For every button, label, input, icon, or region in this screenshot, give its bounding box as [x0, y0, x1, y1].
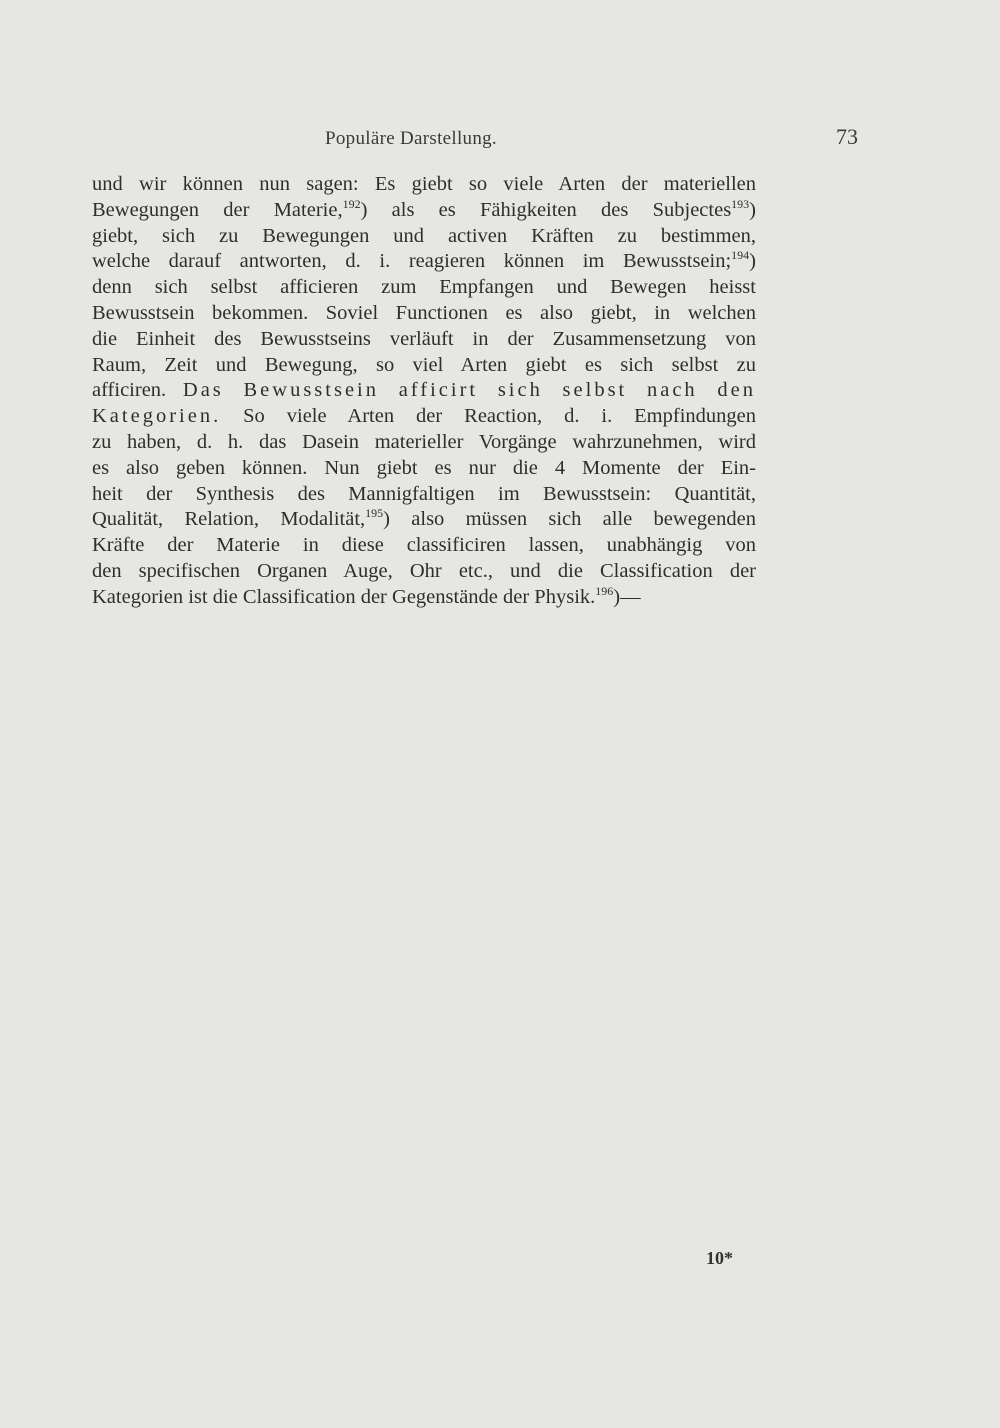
footnote-ref: 195	[365, 506, 384, 521]
text-line: Bewegungen der Materie,$^{192}$) als es Fähigkeiten des Subjectes$^{193}$)	[92, 196, 756, 221]
text-line: Kategorien ist die Classification der Gegenstände der Physik.$^{196}$)—	[92, 583, 641, 608]
text-line: Raum, Zeit und Bewegung, so viel Arten giebt es sich selbst zu	[92, 353, 756, 376]
emphasis-text: Das Bewusstsein afficirt sich selbst nach den	[182, 379, 756, 402]
text-line: Bewusstsein bekommen. Soviel Functionen es also giebt, in welchen	[92, 301, 756, 324]
text-line: Kategorien. So viele Arten der Reaction, d. i. Empfindungen	[92, 405, 756, 428]
text-line: und wir können nun sagen: Es giebt so viele Arten der materiellen	[92, 173, 756, 195]
running-title: Populäre Darstellung.	[325, 128, 497, 149]
body-paragraph	[92, 172, 756, 611]
text-line: afficiren. Das Bewusstsein afficirt sich selbst nach den	[92, 379, 756, 402]
text-line: welche darauf antworten, d. i. reagieren können im Bewusstsein;$^{194}$)	[92, 248, 756, 273]
emphasis-text: Kategorien.	[92, 405, 222, 428]
sheet-signature: 10*	[706, 1248, 733, 1268]
footnote-ref: 194	[731, 248, 750, 263]
text-line: zu haben, d. h. das Dasein materieller Vorgänge wahrzunehmen, wird	[92, 430, 756, 453]
text-line: Qualität, Relation, Modalität,$^{195}$) also müssen sich alle bewegenden	[92, 506, 756, 531]
text-line: denn sich selbst afficieren zum Empfangen und Bewegen heisst	[92, 276, 756, 299]
footnote-ref: 192	[342, 196, 361, 211]
text-line: heit der Synthesis des Mannigfaltigen im Bewusstsein: Quantität,	[92, 482, 756, 505]
footnote-ref: 193	[731, 196, 750, 211]
text-line: den specifischen Organen Auge, Ohr etc., und die Classification der	[92, 559, 756, 582]
text-line: die Einheit des Bewusstseins verläuft in der Zusammensetzung von	[92, 327, 756, 350]
text-line: giebt, sich zu Bewegungen und activen Kräften zu bestimmen,	[92, 224, 756, 247]
text-line: es also geben können. Nun giebt es nur die 4 Momente der Ein-	[92, 456, 756, 479]
page-number: 73	[836, 124, 858, 149]
footnote-ref: 196	[595, 583, 614, 598]
text-line: Kräfte der Materie in diese classificiren lassen, unabhängig von	[92, 534, 756, 557]
